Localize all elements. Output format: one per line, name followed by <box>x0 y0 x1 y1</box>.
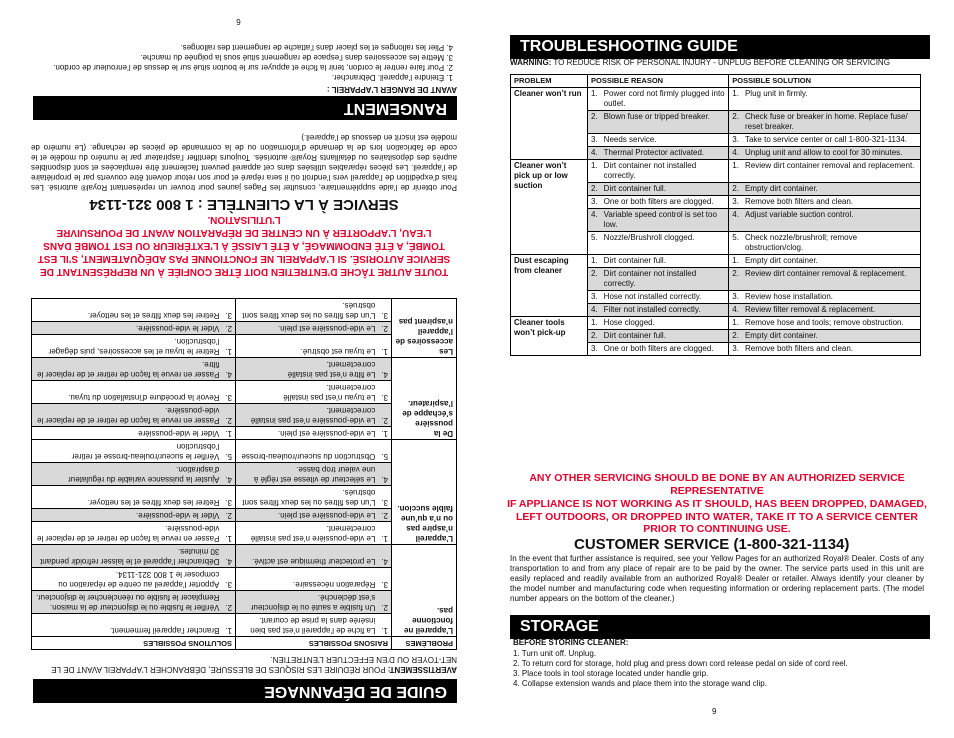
red-notice-1: ANY OTHER SERVICING SHOULD BE DONE BY AN AUTHORIZED SERVICE REPRESENTATIVE <box>529 472 905 497</box>
solution-cell: Revoir la procédure d’installation du tuyau. <box>32 381 223 404</box>
troubleshooting-title: TROUBLESHOOTING GUIDE <box>510 35 930 59</box>
solution-cell: 4. <box>222 358 235 381</box>
reason-cell: Le sélecteur de vitesse est réglé à une valeur trop basse. <box>236 463 379 486</box>
reason-cell: 3. <box>378 568 391 591</box>
solution-cell: Brancher l’appareil fermement. <box>32 614 223 637</box>
reason-cell: One or both filters are clogged. <box>601 196 729 209</box>
storage-title: STORAGE <box>510 615 930 639</box>
solution-cell: 3. <box>222 381 235 404</box>
customer-service-text: In the event that further assistance is required, see your Yellow Pages for an authorized Royal® Dealer. Costs of any transportation to and from any place of repair are to be paid by the owner. The service parts used in this unit are easily replaced and readily available from an authorized Royal® Dealer or retailer. Always identify your cleaner by the model number and manufacturing code when requesting information or ordering replacement parts. (The model number appears on the bottom of the cleaner.) <box>510 554 924 603</box>
solution-cell: 3. <box>729 134 742 147</box>
reason-cell: Un fusible a sauté ou le disjoncteur s’est déclenché. <box>236 591 379 614</box>
solution-cell: Review dirt container removal & replacement. <box>742 268 921 291</box>
table-row <box>32 522 457 545</box>
reason-cell: 3. <box>588 196 601 209</box>
reason-cell: Blown fuse or tripped breaker. <box>601 111 729 134</box>
reason-cell: 1. <box>378 335 391 358</box>
reason-cell: Dirt container full. <box>601 255 729 268</box>
solution-cell: 2. <box>729 268 742 291</box>
reason-cell: 1. <box>588 317 601 330</box>
reason-cell: 1. <box>378 427 391 440</box>
solution-cell: 2. <box>222 322 235 335</box>
table-row <box>32 614 457 637</box>
solution-cell: 2. <box>729 330 742 343</box>
solution-cell: Empty dirt container. <box>742 255 921 268</box>
reason-cell: Hose not installed correctly. <box>601 291 729 304</box>
solution-cell: Vider le vide-poussière <box>32 427 223 440</box>
solution-cell: Remove both filters and clean. <box>742 343 921 356</box>
red-notice-2: IF APPLIANCE IS NOT WORKING AS IT SHOULD, HAS BEEN DROPPED, DAMAGED, LEFT OUTDOORS, OR DROPPED INTO WATER, TAKE IT TO A SERVICE CENTER PRIOR TO CONTINUING USE. <box>507 498 927 535</box>
reason-cell: 5. <box>378 440 391 463</box>
warning-fr: AVERTISSEMENT: POUR RÉDUIRE LES RISQUES DE BLESSURE, DÉBRANCHER L’APPAREIL AVANT DE LE NET-TOYER OU D’EN EFFECTUER L’ENTRETIEN. <box>51 655 457 674</box>
reason-cell: Le vide-poussière est plein. <box>236 509 379 522</box>
solution-cell: Adjust variable suction control. <box>742 209 921 232</box>
reason-cell: Hose clogged. <box>601 317 729 330</box>
solution-cell: 4. <box>729 304 742 317</box>
solution-cell: 1. <box>222 335 235 358</box>
reason-cell: 3. <box>378 486 391 509</box>
reason-cell: Le filtre n’est pas installé correctement. <box>236 358 379 381</box>
solution-cell: Vider le vide-poussière. <box>32 322 223 335</box>
problem-cell: Cleaner tools won’t pick-up <box>511 317 588 356</box>
solution-cell: 1. <box>222 427 235 440</box>
reason-cell: 2. <box>588 330 601 343</box>
solution-cell: 1. <box>222 614 235 637</box>
solution-cell: Vérifier le fusible ou le disjoncteur de la maison. Remplacer le fusible ou réenclencher le disjoncteur. <box>32 591 223 614</box>
table-header: PROBLEM <box>511 75 588 88</box>
table-row <box>511 255 921 268</box>
solution-cell: Plug unit in firmly. <box>742 88 921 111</box>
solution-cell: Check nozzle/brushroll; remove obstruction/clog. <box>742 232 921 255</box>
reason-cell: Le tuyau est obstrué. <box>236 335 379 358</box>
reason-cell: Réparation nécessaire. <box>236 568 379 591</box>
reason-cell: 3. <box>378 299 391 322</box>
solution-cell: Débrancher l’appareil et le laisser refroidir pendant 30 minutes. <box>32 545 223 568</box>
reason-cell: Le vide-poussière est plein. <box>236 427 379 440</box>
reason-cell: 2. <box>588 268 601 291</box>
solution-cell: Retirer le tuyau et les accessoires, puis dégager l’obstruction. <box>32 335 223 358</box>
customer-service-title: CUSTOMER SERVICE (1-800-321-1134) <box>574 536 850 553</box>
table-row <box>511 88 921 111</box>
table-header: PROBLÈMES <box>392 637 457 650</box>
reason-cell: 5. <box>588 232 601 255</box>
solution-cell: Ajuster la puissance variable du régulateur d’aspiration. <box>32 463 223 486</box>
reason-cell: 3. <box>588 343 601 356</box>
solution-cell: Review dirt container removal and replacement. <box>742 160 921 183</box>
reason-cell: Le vide-poussière n’est pas installé correctement. <box>236 522 379 545</box>
reason-cell: 3. <box>378 381 391 404</box>
solution-cell: Take to service center or call 1-800-321-1134. <box>742 134 921 147</box>
service-text-fr: Pour obtenir de l’aide supplémentaire, consulter les Pages jaunes pour trouver un représentant Royal® autorisé. Les frais d’expédition de l’appareil vers l’endroit où il sera réparé et pour son retour doivent être couverts par le propriétaire de l’appareil. Les pièces réparables utilisées dans cet appareil peuvent facilement être remplacées et sont disponibles auprès des dépositaires ou détaillants Royal® autorisés. Toujours identifier l’aspirateur par le numéro du modèle et le code de fabrication lors de la demande d’information ou de la commande de pièces de rechange. (Le numéro de modèle est inscrit en dessous de l’appareil.) <box>31 133 457 192</box>
reason-cell: Le protecteur thermique est activé. <box>236 545 379 568</box>
problem-cell: Les accessoires de l’appareil n’aspirent pas <box>392 299 457 358</box>
reason-cell: 1. <box>378 522 391 545</box>
reason-cell: 3. <box>588 291 601 304</box>
reason-cell: Nozzle/Brushroll clogged. <box>601 232 729 255</box>
reason-cell: 2. <box>378 509 391 522</box>
storage-title-fr: RANGEMENT <box>33 96 457 120</box>
solution-cell: 2. <box>222 591 235 614</box>
reason-cell: Obstruction du suceur/rouleau-brosse <box>236 440 379 463</box>
reason-cell: Power cord not firmly plugged into outlet. <box>601 88 729 111</box>
solution-cell: 3. <box>729 291 742 304</box>
storage-subtitle-fr: AVANT DE RANGER L’APPAREIL : <box>326 85 457 94</box>
red-notice-fr: TOUTE AUTRE TÂCHE D’ENTRETIEN DOIT ÊTRE CONFIÉE À UN REPRÉSENTANT DE SERVICE AUTORISÉ. SI L’APPAREIL NE FONCTIONNE PAS ADÉQUATEMENT, S’IL EST TOMBÉ, A ÉTÉ ENDOMMAGÉ, A ÉTÉ LAISSÉ À L’EXTÉRIEUR OU EST TOMBÉ DANS L’EAU, L’APPORTER À UN CENTRE DE RÉPARATION AVANT DE POURSUIVRE L’UTILISATION. <box>37 214 451 277</box>
reason-cell: 1. <box>378 614 391 637</box>
reason-cell: Thermal Protector activated. <box>601 147 729 160</box>
reason-cell: Dirt container full. <box>601 330 729 343</box>
storage-step: 2. Pour faire rentrer le cordon, tenir la fiche et appuyer sur le bouton situé sur le dessus de l’enrouleur de cordon. <box>53 63 453 72</box>
reason-cell: 4. <box>588 304 601 317</box>
storage-step: 4. Collapse extension wands and place them into the storage wand clip. <box>513 679 767 688</box>
storage-steps-fr <box>33 42 453 82</box>
reason-cell: Filter not installed correctly. <box>601 304 729 317</box>
reason-cell: Le tuyau n’est pas installé correctement. <box>236 381 379 404</box>
reason-cell: 1. <box>588 160 601 183</box>
problem-cell: De la poussière s’échappe de l’aspirateur. <box>392 358 457 440</box>
storage-step: 2. To return cord for storage, hold plug and press down cord release pedal on side of cord reel. <box>513 659 848 668</box>
problem-cell: Cleaner won’t run <box>511 88 588 160</box>
solution-cell: 5. <box>729 232 742 255</box>
troubleshooting-table-en <box>510 74 921 356</box>
problem-cell: L’appareil ne fonctionne pas. <box>392 545 457 637</box>
storage-step: 4. Plier les rallonges et les placer dans l’attache de rangement des rallonges. <box>180 43 453 52</box>
reason-cell: 4. <box>378 463 391 486</box>
table-header: RAISONS POSSIBLES <box>236 637 392 650</box>
table-header: POSSIBLE SOLUTION <box>729 75 921 88</box>
solution-cell: Vérifier le suceur/rouleau-brosse et retirer l’obstruction <box>32 440 223 463</box>
solution-cell: Review hose installation. <box>742 291 921 304</box>
solution-cell: Empty dirt container. <box>742 330 921 343</box>
solution-cell: Unplug unit and allow to cool for 30 minutes. <box>742 147 921 160</box>
reason-cell: 3. <box>588 134 601 147</box>
solution-cell: Remove both filters and clean. <box>742 196 921 209</box>
solution-cell: Retirer les deux filtres et les nettoyer. <box>32 299 223 322</box>
storage-step: 3. Place tools in tool storage located under handle grip. <box>513 669 709 678</box>
service-title-fr: SERVICE À LA CLIENTÈLE : 1 800 321-1134 <box>89 196 399 213</box>
solution-cell: 3. <box>222 568 235 591</box>
reason-cell: Variable speed control is set too low. <box>601 209 729 232</box>
reason-cell: 2. <box>378 322 391 335</box>
solution-cell: 4. <box>222 545 235 568</box>
solution-cell: 2. <box>222 404 235 427</box>
warning-en: WARNING: TO REDUCE RISK OF PERSONAL INJURY - UNPLUG BEFORE CLEANING OR SERVICING <box>510 58 890 67</box>
solution-cell: 3. <box>729 343 742 356</box>
solution-cell: 2. <box>729 183 742 196</box>
page-number-fr: 6 <box>236 17 241 26</box>
reason-cell: Le vide-poussière est plein. <box>236 322 379 335</box>
reason-cell: 2. <box>378 591 391 614</box>
reason-cell: 4. <box>378 358 391 381</box>
solution-cell: Apporter l’appareil au centre de réparation ou composer le 1 800 321-1134. <box>32 568 223 591</box>
reason-cell: Dirt container full. <box>601 183 729 196</box>
guide-title: GUIDE DE DÉPANNAGE <box>33 679 457 703</box>
page-number: 9 <box>712 707 717 716</box>
reason-cell: 2. <box>378 404 391 427</box>
table-row <box>32 335 457 358</box>
solution-cell: Passer en revue la façon de retirer et de replacer le vide-poussière. <box>32 404 223 427</box>
table-row <box>32 427 457 440</box>
solution-cell: Empty dirt container. <box>742 183 921 196</box>
english-page <box>477 0 954 738</box>
reason-cell: 2. <box>588 111 601 134</box>
problem-cell: Dust escaping from cleaner <box>511 255 588 317</box>
solution-cell: Check fuse or breaker in home. Replace fuse/ reset breaker. <box>742 111 921 134</box>
solution-cell: 4. <box>729 147 742 160</box>
table-row <box>511 160 921 183</box>
reason-cell: 1. <box>588 88 601 111</box>
solution-cell: 2. <box>729 111 742 134</box>
solution-cell: 3. <box>729 196 742 209</box>
troubleshooting-table-fr <box>31 298 457 650</box>
reason-cell: Needs service. <box>601 134 729 147</box>
solution-cell: Retirer les deux filtres et les nettoyer. <box>32 486 223 509</box>
reason-cell: L’un des filtres ou les deux filtres sont obstrués. <box>236 486 379 509</box>
reason-cell: 4. <box>588 147 601 160</box>
solution-cell: Review filter removal & replacement. <box>742 304 921 317</box>
reason-cell: 2. <box>588 183 601 196</box>
reason-cell: 1. <box>588 255 601 268</box>
solution-cell: Remove hose and tools; remove obstruction. <box>742 317 921 330</box>
solution-cell: Passer en revue la façon de retirer et de replacer le vide-poussière. <box>32 522 223 545</box>
solution-cell: 2. <box>222 509 235 522</box>
storage-steps <box>513 649 927 689</box>
storage-step: 1. Turn unit off. Unplug. <box>513 649 597 658</box>
solution-cell: 1. <box>222 522 235 545</box>
solution-cell: 1. <box>729 317 742 330</box>
solution-cell: 3. <box>222 299 235 322</box>
reason-cell: One or both filters are clogged. <box>601 343 729 356</box>
solution-cell: Passer en revue la façon de retirer et de replacer le filtre. <box>32 358 223 381</box>
reason-cell: L’un des filtres ou les deux filtres sont obstrués. <box>236 299 379 322</box>
solution-cell: 5. <box>222 440 235 463</box>
solution-cell: 3. <box>222 486 235 509</box>
table-header: SOLUTIONS POSSIBLES <box>32 637 236 650</box>
table-header: POSSIBLE REASON <box>588 75 729 88</box>
reason-cell: 4. <box>588 209 601 232</box>
reason-cell: Le vide-poussière n’est pas installé correctement. <box>236 404 379 427</box>
reason-cell: La fiche de l’appareil n’est pas bien insérée dans la prise de courant. <box>236 614 379 637</box>
reason-cell: Dirt container not installed correctly. <box>601 268 729 291</box>
problem-cell: Cleaner won’t pick up or low suction <box>511 160 588 255</box>
solution-cell: 1. <box>729 255 742 268</box>
solution-cell: 4. <box>222 463 235 486</box>
problem-cell: L’appareil n’aspire pas ou n’a qu’une faible succion. <box>392 440 457 545</box>
storage-step: 3. Mettre les accessoires dans l’espace de rangement situé sous la poignée du manche. <box>140 53 453 62</box>
table-row <box>511 317 921 330</box>
solution-cell: Vider le vide-poussière. <box>32 509 223 522</box>
reason-cell: Dirt container not installed correctly. <box>601 160 729 183</box>
solution-cell: 4. <box>729 209 742 232</box>
storage-step: 1. Éteindre l’appareil. Débrancher. <box>332 73 453 82</box>
reason-cell: 4. <box>378 545 391 568</box>
storage-subtitle: BEFORE STORING CLEANER: <box>513 638 629 647</box>
solution-cell: 1. <box>729 88 742 111</box>
solution-cell: 1. <box>729 160 742 183</box>
